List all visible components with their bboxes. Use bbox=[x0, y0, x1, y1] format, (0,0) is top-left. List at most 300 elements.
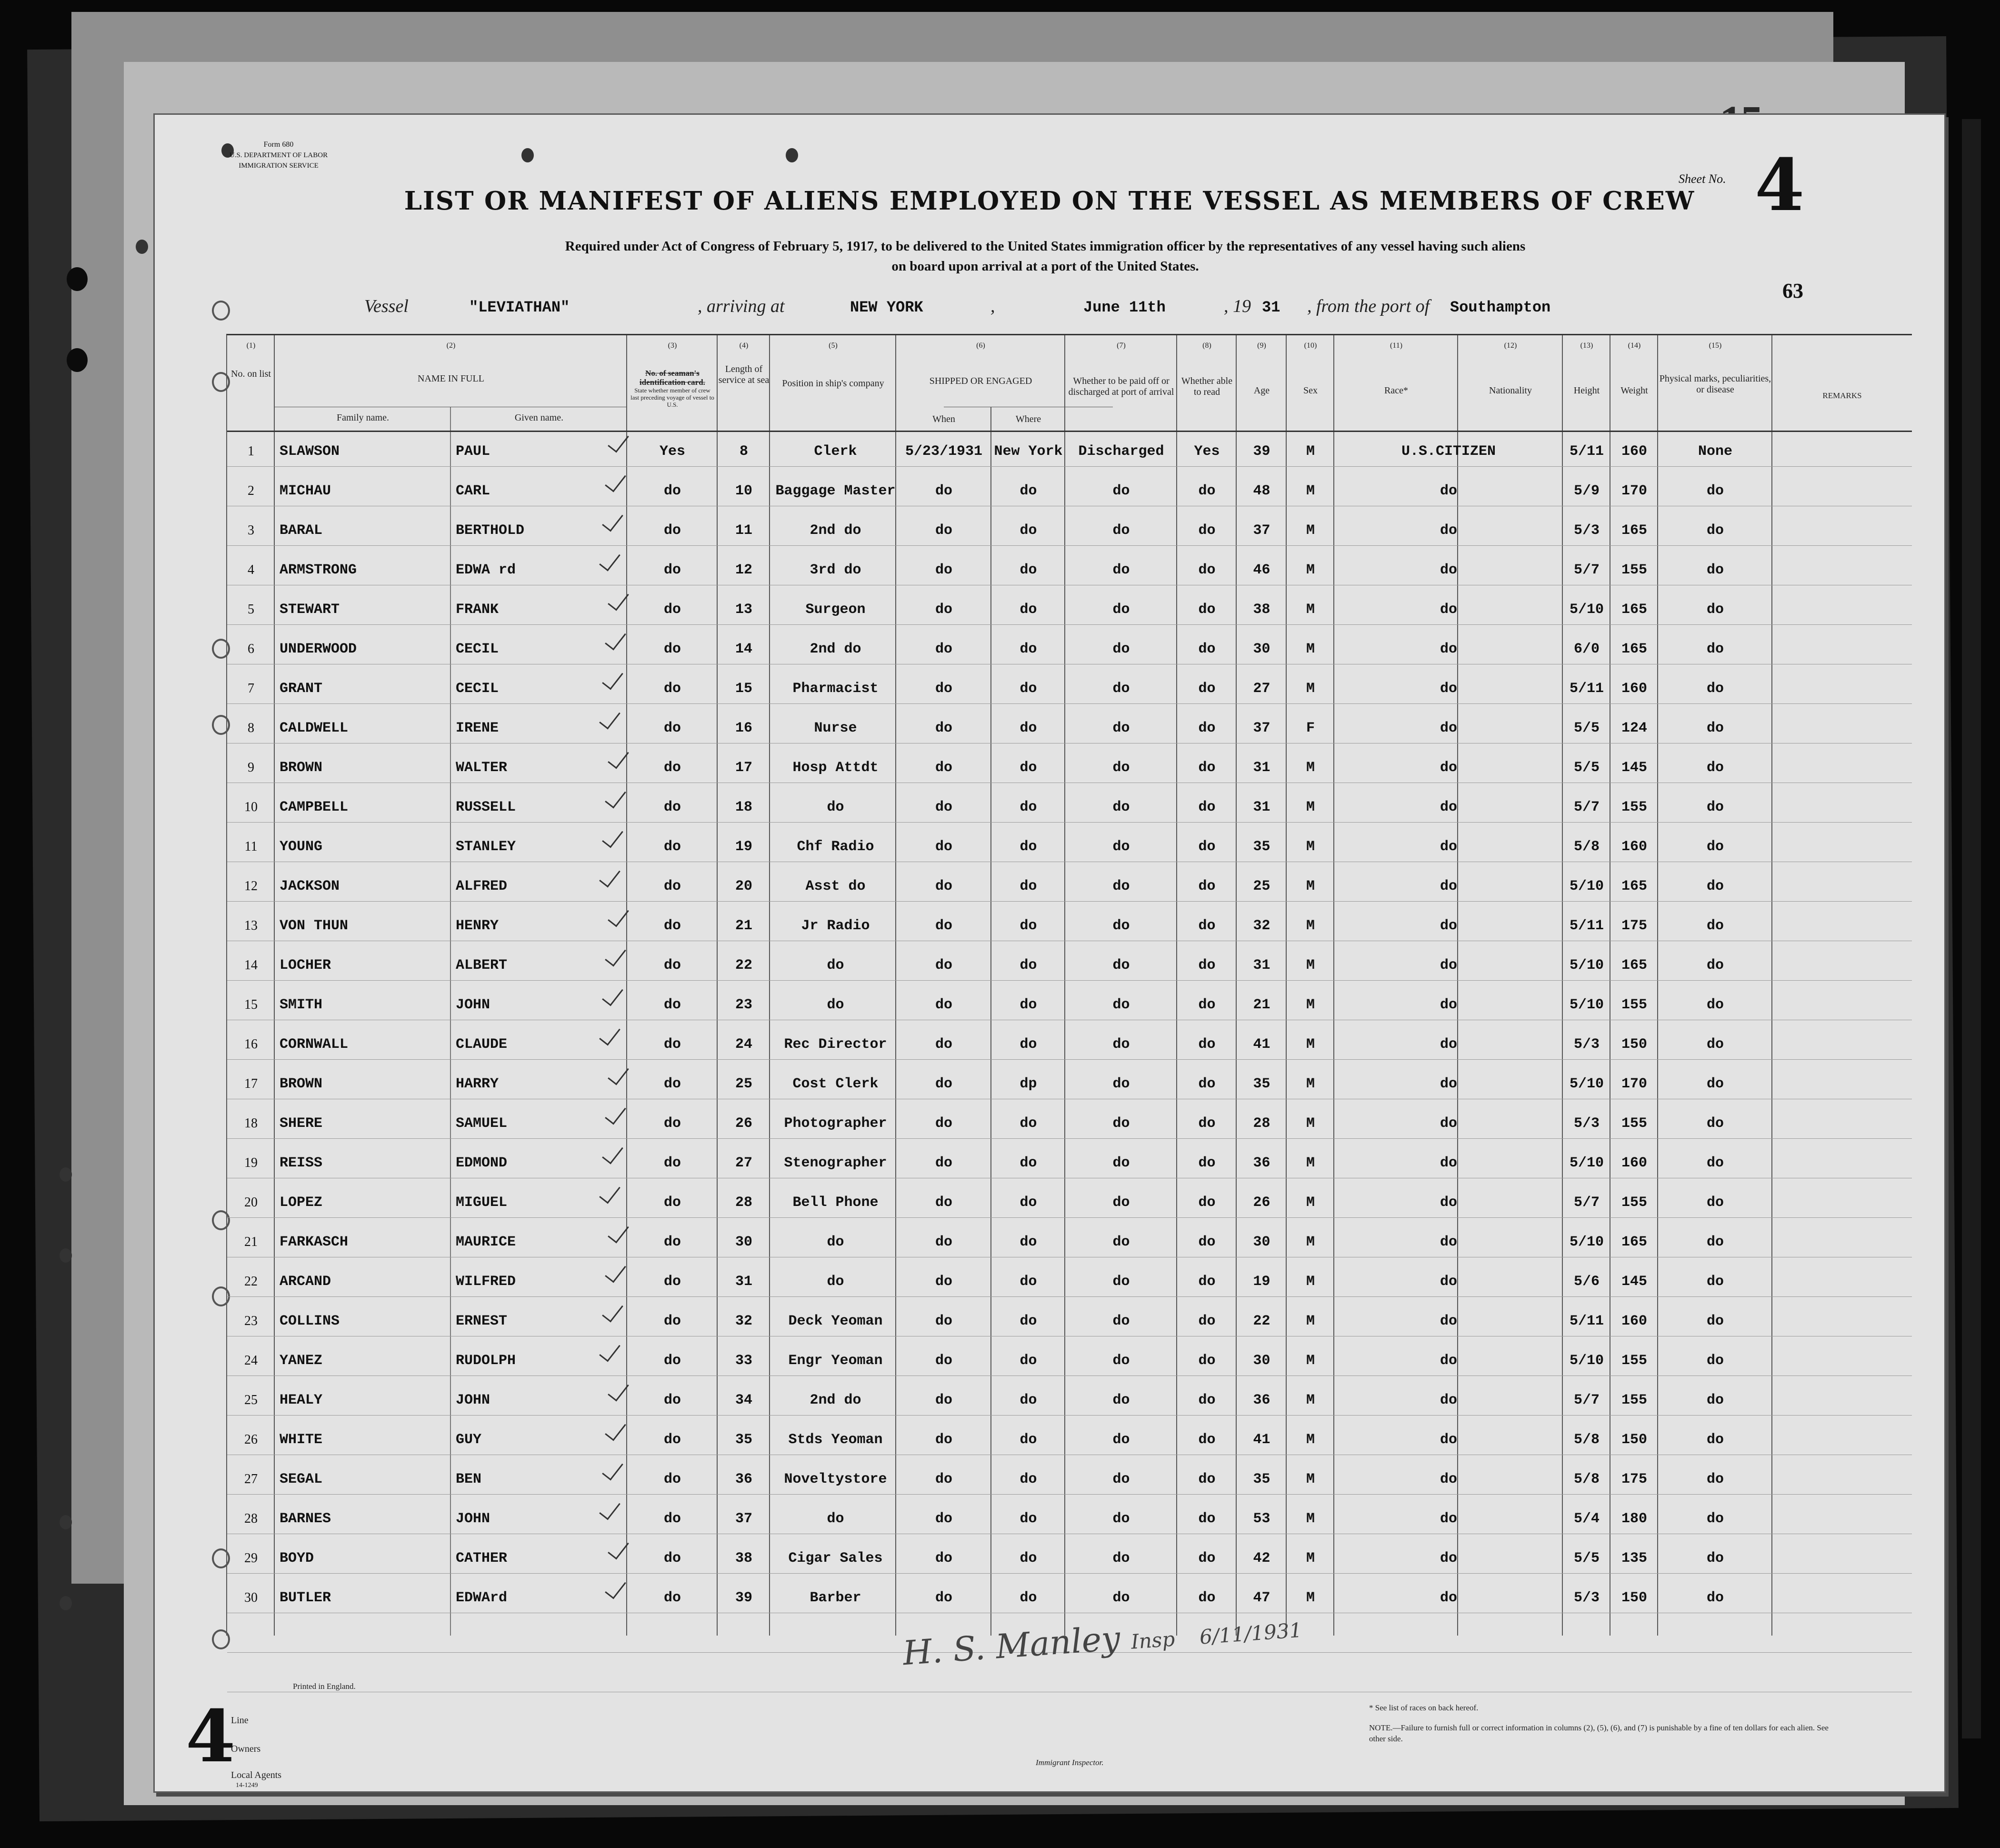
physical-marks-cell: do bbox=[1706, 918, 1724, 934]
row-number-cell: 12 bbox=[244, 879, 258, 894]
shipped-when-cell: do bbox=[935, 1550, 952, 1567]
row-number-cell: 9 bbox=[248, 760, 254, 775]
family-name-cell: BROWN bbox=[280, 1076, 323, 1092]
ruled-line bbox=[227, 703, 1912, 704]
position-cell: Cost Clerk bbox=[792, 1076, 879, 1092]
shipped-where-cell: do bbox=[1020, 1353, 1037, 1369]
height-cell: 5/10 bbox=[1569, 1076, 1604, 1092]
height-cell: 6/0 bbox=[1573, 641, 1600, 657]
able-to-read-cell: do bbox=[1198, 878, 1216, 894]
race-cell: do bbox=[1440, 1590, 1457, 1606]
vessel-name: "LEVIATHAN" bbox=[469, 299, 570, 316]
shipped-where-cell: do bbox=[1020, 1590, 1037, 1606]
length-of-service-cell: 33 bbox=[735, 1353, 752, 1369]
position-cell: Bell Phone bbox=[792, 1195, 879, 1211]
age-cell: 21 bbox=[1253, 997, 1270, 1013]
row-number-cell: 10 bbox=[244, 800, 258, 814]
previous-voyage-cell: do bbox=[663, 522, 681, 539]
given-name-cell: WILFRED bbox=[456, 1274, 516, 1290]
race-cell: do bbox=[1440, 1471, 1457, 1487]
height-cell: 5/7 bbox=[1573, 799, 1600, 815]
height-cell: 5/11 bbox=[1569, 681, 1604, 697]
family-name-cell: LOCHER bbox=[280, 957, 331, 974]
given-name-cell: BERTHOLD bbox=[456, 522, 525, 539]
footer-stock-code: 14-1249 bbox=[236, 1782, 258, 1789]
column-rule bbox=[450, 407, 451, 1636]
able-to-read-cell: do bbox=[1198, 1274, 1216, 1290]
sex-cell: F bbox=[1306, 720, 1315, 736]
previous-voyage-cell: do bbox=[663, 878, 681, 894]
height-cell: 5/10 bbox=[1569, 957, 1604, 974]
position-cell: Stds Yeoman bbox=[788, 1432, 883, 1448]
ruled-line bbox=[227, 822, 1912, 823]
shipped-when-cell: do bbox=[935, 1234, 952, 1250]
length-of-service-cell: 18 bbox=[735, 799, 752, 815]
shipped-when-cell: do bbox=[935, 878, 952, 894]
previous-voyage-cell: do bbox=[663, 1155, 681, 1171]
row-number-cell: 28 bbox=[244, 1511, 258, 1526]
shipped-where-cell: do bbox=[1020, 483, 1037, 499]
height-cell: 5/11 bbox=[1569, 443, 1604, 460]
shipped-where-cell: do bbox=[1020, 957, 1037, 974]
shipped-when-cell: do bbox=[935, 997, 952, 1013]
able-to-read-cell: do bbox=[1198, 1432, 1216, 1448]
table-row bbox=[227, 1115, 1912, 1135]
table-row bbox=[227, 839, 1912, 858]
weight-cell: 165 bbox=[1621, 1234, 1647, 1250]
physical-marks-cell: do bbox=[1706, 997, 1724, 1013]
weight-cell: 180 bbox=[1621, 1511, 1647, 1527]
length-of-service-cell: 21 bbox=[735, 918, 752, 934]
punch-hole bbox=[136, 240, 148, 254]
paid-off-cell: do bbox=[1112, 1511, 1130, 1527]
shipped-when-cell: do bbox=[935, 720, 952, 736]
race-cell: do bbox=[1440, 562, 1457, 578]
row-number-cell: 22 bbox=[244, 1274, 258, 1289]
length-of-service-cell: 8 bbox=[739, 443, 748, 460]
race-cell: do bbox=[1440, 1155, 1457, 1171]
ruled-line bbox=[227, 466, 1912, 467]
arrival-date: June 11th bbox=[1083, 299, 1166, 316]
able-to-read-cell: do bbox=[1198, 799, 1216, 815]
paid-off-cell: do bbox=[1112, 1195, 1130, 1211]
sex-cell: M bbox=[1306, 1155, 1315, 1171]
previous-voyage-cell: do bbox=[663, 1550, 681, 1567]
family-name-cell: BUTLER bbox=[280, 1590, 331, 1606]
shipped-when-cell: do bbox=[935, 1155, 952, 1171]
able-to-read-cell: do bbox=[1198, 1195, 1216, 1211]
header-position: Position in ship's company bbox=[782, 378, 884, 389]
length-of-service-cell: 38 bbox=[735, 1550, 752, 1567]
able-to-read-cell: do bbox=[1198, 602, 1216, 618]
paid-off-cell: do bbox=[1112, 1274, 1130, 1290]
height-cell: 5/9 bbox=[1573, 483, 1600, 499]
able-to-read-cell: do bbox=[1198, 1076, 1216, 1092]
shipped-where-cell: do bbox=[1020, 1274, 1037, 1290]
shipped-where-cell: do bbox=[1020, 1550, 1037, 1567]
given-name-cell: JOHN bbox=[456, 997, 490, 1013]
physical-marks-cell: do bbox=[1706, 839, 1724, 855]
age-cell: 46 bbox=[1253, 562, 1270, 578]
sex-cell: M bbox=[1306, 1036, 1315, 1053]
family-name-cell: SMITH bbox=[280, 997, 323, 1013]
sex-cell: M bbox=[1306, 799, 1315, 815]
shipped-when-cell: do bbox=[935, 1353, 952, 1369]
paid-off-cell: do bbox=[1112, 1471, 1130, 1487]
paper-stack-edge bbox=[1962, 119, 1981, 1738]
physical-marks-cell: do bbox=[1706, 1076, 1724, 1092]
age-cell: 19 bbox=[1253, 1274, 1270, 1290]
able-to-read-cell: do bbox=[1198, 1590, 1216, 1606]
family-name-cell: SLAWSON bbox=[280, 443, 340, 460]
length-of-service-cell: 10 bbox=[735, 483, 752, 499]
family-name-cell: MICHAU bbox=[280, 483, 331, 499]
form-label: Form 680 U.S. DEPARTMENT OF LABOR IMMIGRATION SERVICE bbox=[229, 141, 328, 170]
ruled-line bbox=[227, 624, 1912, 625]
age-cell: 30 bbox=[1253, 1234, 1270, 1250]
able-to-read-cell: do bbox=[1198, 1036, 1216, 1053]
table-row bbox=[227, 1076, 1912, 1095]
row-number-cell: 16 bbox=[244, 1037, 258, 1052]
sex-cell: M bbox=[1306, 443, 1315, 460]
shipped-when-cell: do bbox=[935, 641, 952, 657]
row-number-cell: 29 bbox=[244, 1551, 258, 1566]
row-number-cell: 26 bbox=[244, 1432, 258, 1447]
family-name-cell: CAMPBELL bbox=[280, 799, 349, 815]
position-cell: Stenographer bbox=[784, 1155, 887, 1171]
paid-off-cell: do bbox=[1112, 1590, 1130, 1606]
ruled-line bbox=[227, 1138, 1912, 1139]
column-number: (13) bbox=[1580, 341, 1593, 350]
age-cell: 27 bbox=[1253, 681, 1270, 697]
race-note: * See list of races on back hereof. bbox=[1369, 1703, 1479, 1712]
position-cell: do bbox=[827, 997, 844, 1013]
previous-voyage-cell: do bbox=[663, 1590, 681, 1606]
able-to-read-cell: Yes bbox=[1194, 443, 1220, 460]
ruled-line bbox=[227, 1573, 1912, 1574]
row-number-cell: 14 bbox=[244, 958, 258, 973]
sex-cell: M bbox=[1306, 1353, 1315, 1369]
sex-cell: M bbox=[1306, 483, 1315, 499]
able-to-read-cell: do bbox=[1198, 1115, 1216, 1132]
able-to-read-cell: do bbox=[1198, 957, 1216, 974]
column-number: (14) bbox=[1628, 341, 1641, 350]
previous-voyage-cell: do bbox=[663, 918, 681, 934]
given-name-cell: PAUL bbox=[456, 443, 490, 460]
position-cell: Clerk bbox=[814, 443, 857, 460]
table-row bbox=[227, 1550, 1912, 1569]
given-name-cell: EDWArd bbox=[456, 1590, 508, 1606]
age-cell: 39 bbox=[1253, 443, 1270, 460]
physical-marks-cell: do bbox=[1706, 522, 1724, 539]
previous-voyage-cell: do bbox=[663, 997, 681, 1013]
punch-hole bbox=[786, 148, 798, 162]
physical-marks-cell: do bbox=[1706, 760, 1724, 776]
shipped-where-cell: do bbox=[1020, 799, 1037, 815]
table-row bbox=[227, 1590, 1912, 1609]
shipped-when-cell: do bbox=[935, 918, 952, 934]
weight-cell: 160 bbox=[1621, 839, 1647, 855]
height-cell: 5/10 bbox=[1569, 1155, 1604, 1171]
shipped-when-cell: do bbox=[935, 562, 952, 578]
age-cell: 53 bbox=[1253, 1511, 1270, 1527]
position-cell: 2nd do bbox=[810, 641, 861, 657]
previous-voyage-cell: do bbox=[663, 1392, 681, 1408]
able-to-read-cell: do bbox=[1198, 1234, 1216, 1250]
family-name-cell: YANEZ bbox=[280, 1353, 323, 1369]
position-cell: Engr Yeoman bbox=[788, 1353, 883, 1369]
previous-voyage-cell: do bbox=[663, 957, 681, 974]
header-name-in-full: NAME IN FULL bbox=[418, 373, 484, 384]
length-of-service-cell: 35 bbox=[735, 1432, 752, 1448]
position-cell: Barber bbox=[810, 1590, 861, 1606]
physical-marks-cell: do bbox=[1706, 878, 1724, 894]
table-row bbox=[227, 1432, 1912, 1451]
table-row bbox=[227, 1471, 1912, 1490]
page-number: 63 bbox=[1782, 279, 1803, 302]
shipped-when-cell: do bbox=[935, 1195, 952, 1211]
document-subtitle: Required under Act of Congress of February 5, 1917, to be delivered to the United States immigration officer by the representatives of any vessel having such aliens on board upon arrival at a port of the United States. bbox=[565, 239, 1526, 274]
height-cell: 5/8 bbox=[1573, 1471, 1600, 1487]
previous-voyage-cell: do bbox=[663, 1353, 681, 1369]
row-number-cell: 7 bbox=[248, 681, 254, 696]
sex-cell: M bbox=[1306, 957, 1315, 974]
position-cell: do bbox=[827, 799, 844, 815]
column-number: (10) bbox=[1304, 341, 1317, 350]
physical-marks-cell: do bbox=[1706, 1353, 1724, 1369]
row-number-cell: 6 bbox=[248, 642, 254, 656]
physical-marks-cell: do bbox=[1706, 1511, 1724, 1527]
paid-off-cell: do bbox=[1112, 1036, 1130, 1053]
ruled-line bbox=[227, 1415, 1912, 1416]
age-cell: 48 bbox=[1253, 483, 1270, 499]
sex-cell: M bbox=[1306, 602, 1315, 618]
height-cell: 5/11 bbox=[1569, 918, 1604, 934]
row-number-cell: 18 bbox=[244, 1116, 258, 1131]
position-cell: Hosp Attdt bbox=[792, 760, 879, 776]
table-row bbox=[227, 1511, 1912, 1530]
length-of-service-cell: 39 bbox=[735, 1590, 752, 1606]
punch-hole bbox=[60, 1167, 72, 1182]
previous-voyage-cell: do bbox=[663, 839, 681, 855]
height-cell: 5/10 bbox=[1569, 1353, 1604, 1369]
length-of-service-cell: 17 bbox=[735, 760, 752, 776]
row-number-cell: 20 bbox=[244, 1195, 258, 1210]
shipped-where-cell: do bbox=[1020, 1511, 1037, 1527]
age-cell: 35 bbox=[1253, 839, 1270, 855]
position-cell: Cigar Sales bbox=[788, 1550, 883, 1567]
given-name-cell: CLAUDE bbox=[456, 1036, 508, 1053]
punch-hole bbox=[67, 348, 88, 372]
able-to-read-cell: do bbox=[1198, 1471, 1216, 1487]
sex-cell: M bbox=[1306, 878, 1315, 894]
weight-cell: 155 bbox=[1621, 1115, 1647, 1132]
age-cell: 36 bbox=[1253, 1155, 1270, 1171]
race-cell: do bbox=[1440, 1115, 1457, 1132]
paid-off-cell: do bbox=[1112, 1313, 1130, 1329]
table-row bbox=[227, 641, 1912, 660]
shipped-when-cell: do bbox=[935, 957, 952, 974]
able-to-read-cell: do bbox=[1198, 1511, 1216, 1527]
row-number-cell: 30 bbox=[244, 1590, 258, 1605]
previous-voyage-cell: do bbox=[663, 1195, 681, 1211]
paid-off-cell: do bbox=[1112, 839, 1130, 855]
race-cell: do bbox=[1440, 1195, 1457, 1211]
table-row bbox=[227, 602, 1912, 621]
position-cell: 3rd do bbox=[810, 562, 861, 578]
column-number: (3) bbox=[668, 341, 677, 350]
sex-cell: M bbox=[1306, 997, 1315, 1013]
row-number-cell: 3 bbox=[248, 523, 254, 538]
able-to-read-cell: do bbox=[1198, 483, 1216, 499]
able-to-read-cell: do bbox=[1198, 839, 1216, 855]
column-number: (2) bbox=[446, 341, 456, 350]
position-cell: Asst do bbox=[805, 878, 866, 894]
height-cell: 5/4 bbox=[1573, 1511, 1600, 1527]
physical-marks-cell: do bbox=[1706, 720, 1724, 736]
row-number-cell: 2 bbox=[248, 483, 254, 498]
position-cell: do bbox=[827, 1511, 844, 1527]
given-name-cell: EDMOND bbox=[456, 1155, 508, 1171]
physical-marks-cell: do bbox=[1706, 1550, 1724, 1567]
physical-marks-cell: do bbox=[1706, 1036, 1724, 1053]
race-cell: do bbox=[1440, 1076, 1457, 1092]
family-name-cell: REISS bbox=[280, 1155, 323, 1171]
length-of-service-cell: 31 bbox=[735, 1274, 752, 1290]
paid-off-cell: do bbox=[1112, 799, 1130, 815]
family-name-cell: HEALY bbox=[280, 1392, 323, 1408]
previous-voyage-cell: do bbox=[663, 760, 681, 776]
column-number: (5) bbox=[829, 341, 838, 350]
ruled-line bbox=[227, 1217, 1912, 1218]
sheet-number: Sheet No. 4 bbox=[1679, 143, 1805, 227]
race-cell: do bbox=[1440, 957, 1457, 974]
shipped-where-cell: do bbox=[1020, 1036, 1037, 1053]
shipped-where-cell: do bbox=[1020, 1313, 1037, 1329]
height-cell: 5/11 bbox=[1569, 1313, 1604, 1329]
given-name-cell: GUY bbox=[456, 1432, 482, 1448]
given-name-cell: CECIL bbox=[456, 641, 499, 657]
table-row bbox=[227, 1036, 1912, 1055]
previous-voyage-cell: do bbox=[663, 1274, 681, 1290]
sex-cell: M bbox=[1306, 1392, 1315, 1408]
position-cell: Chf Radio bbox=[797, 839, 874, 855]
shipped-where-cell: do bbox=[1020, 681, 1037, 697]
race-cell: do bbox=[1440, 1550, 1457, 1567]
sex-cell: M bbox=[1306, 522, 1315, 539]
given-name-cell: HENRY bbox=[456, 918, 499, 934]
column-number: (4) bbox=[739, 341, 749, 350]
shipped-when-cell: do bbox=[935, 799, 952, 815]
weight-cell: 165 bbox=[1621, 602, 1647, 618]
paid-off-cell: do bbox=[1112, 878, 1130, 894]
race-cell: do bbox=[1440, 1313, 1457, 1329]
given-name-cell: ALBERT bbox=[456, 957, 508, 974]
physical-marks-cell: do bbox=[1706, 1590, 1724, 1606]
shipped-when-cell: do bbox=[935, 1274, 952, 1290]
height-cell: 5/5 bbox=[1573, 760, 1600, 776]
table-row bbox=[227, 799, 1912, 818]
shipped-where-cell: do bbox=[1020, 602, 1037, 618]
physical-marks-cell: do bbox=[1706, 1392, 1724, 1408]
given-name-cell: CECIL bbox=[456, 681, 499, 697]
given-name-cell: CATHER bbox=[456, 1550, 508, 1567]
length-of-service-cell: 23 bbox=[735, 997, 752, 1013]
sex-cell: M bbox=[1306, 641, 1315, 657]
weight-cell: 160 bbox=[1621, 1313, 1647, 1329]
row-number-cell: 4 bbox=[248, 562, 254, 577]
length-of-service-cell: 14 bbox=[735, 641, 752, 657]
length-of-service-cell: 25 bbox=[735, 1076, 752, 1092]
shipped-where-cell: do bbox=[1020, 1432, 1037, 1448]
given-name-cell: FRANK bbox=[456, 602, 499, 618]
able-to-read-cell: do bbox=[1198, 1550, 1216, 1567]
sex-cell: M bbox=[1306, 760, 1315, 776]
paid-off-cell: do bbox=[1112, 760, 1130, 776]
race-cell: do bbox=[1440, 483, 1457, 499]
age-cell: 25 bbox=[1253, 878, 1270, 894]
paid-off-cell: do bbox=[1112, 1392, 1130, 1408]
age-cell: 35 bbox=[1253, 1471, 1270, 1487]
shipped-when-cell: do bbox=[935, 522, 952, 539]
length-of-service-cell: 11 bbox=[735, 522, 752, 539]
age-cell: 38 bbox=[1253, 602, 1270, 618]
age-cell: 32 bbox=[1253, 918, 1270, 934]
punch-hole bbox=[60, 1596, 72, 1610]
height-cell: 5/10 bbox=[1569, 878, 1604, 894]
weight-cell: 175 bbox=[1621, 918, 1647, 934]
sex-cell: M bbox=[1306, 1313, 1315, 1329]
table-row bbox=[227, 483, 1912, 502]
position-cell: Surgeon bbox=[805, 602, 866, 618]
family-name-cell: GRANT bbox=[280, 681, 323, 697]
length-of-service-cell: 19 bbox=[735, 839, 752, 855]
race-cell: do bbox=[1440, 839, 1457, 855]
given-name-cell: STANLEY bbox=[456, 839, 516, 855]
race-cell: do bbox=[1440, 641, 1457, 657]
shipped-when-cell: do bbox=[935, 483, 952, 499]
ruled-line bbox=[227, 545, 1912, 546]
able-to-read-cell: do bbox=[1198, 681, 1216, 697]
family-name-cell: ARMSTRONG bbox=[280, 562, 357, 578]
family-name-cell: CORNWALL bbox=[280, 1036, 349, 1053]
table-row bbox=[227, 562, 1912, 581]
previous-voyage-cell: do bbox=[663, 720, 681, 736]
age-cell: 42 bbox=[1253, 1550, 1270, 1567]
previous-voyage-cell: do bbox=[663, 1313, 681, 1329]
shipped-where-cell: do bbox=[1020, 1195, 1037, 1211]
family-name-cell: BARNES bbox=[280, 1511, 331, 1527]
column-number: (6) bbox=[976, 341, 985, 350]
length-of-service-cell: 28 bbox=[735, 1195, 752, 1211]
height-cell: 5/8 bbox=[1573, 839, 1600, 855]
shipped-when-cell: do bbox=[935, 1471, 952, 1487]
position-cell: Photographer bbox=[784, 1115, 887, 1132]
height-cell: 5/7 bbox=[1573, 562, 1600, 578]
given-name-cell: CARL bbox=[456, 483, 490, 499]
weight-cell: 155 bbox=[1621, 1195, 1647, 1211]
age-cell: 37 bbox=[1253, 720, 1270, 736]
given-name-cell: ERNEST bbox=[456, 1313, 508, 1329]
age-cell: 41 bbox=[1253, 1432, 1270, 1448]
ruled-line bbox=[227, 1494, 1912, 1495]
length-of-service-cell: 15 bbox=[735, 681, 752, 697]
sex-cell: M bbox=[1306, 681, 1315, 697]
previous-voyage-cell: do bbox=[663, 641, 681, 657]
ruled-line bbox=[227, 1296, 1912, 1297]
family-name-cell: COLLINS bbox=[280, 1313, 340, 1329]
paid-off-cell: do bbox=[1112, 720, 1130, 736]
